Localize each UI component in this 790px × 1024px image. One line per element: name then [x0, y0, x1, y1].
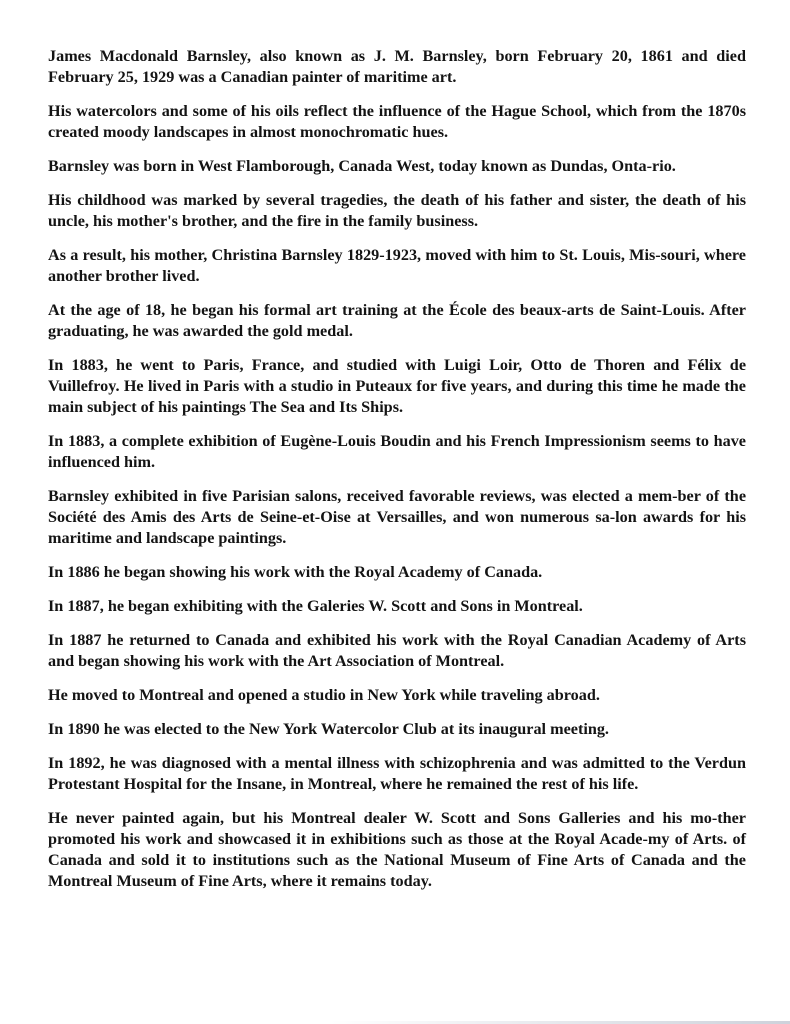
paragraph-boudin: In 1883, a complete exhibition of Eugène-Louis Boudin and his French Impressionism seems to have influenced him.	[48, 432, 746, 471]
paragraph-paris: In 1883, he went to Paris, France, and studied with Luigi Loir, Otto de Thoren and Félix de Vuillefroy. He lived in Paris with a studio in Puteaux for five years, and during this time he made the main subject of his paintings The Sea and Its Ships.	[48, 356, 746, 416]
paragraph-legacy: He never painted again, but his Montreal dealer W. Scott and Sons Galleries and his mo-ther promoted his work and showcased it in exhibitions such as those at the Royal Acade-my of Arts. of Canada and sold it to institutions such as the National Museum of Fine Arts of Canada and the Montreal Museum of Fine Arts, where it remains today.	[48, 809, 746, 890]
paragraph-galeries-scott: In 1887, he began exhibiting with the Galeries W. Scott and Sons in Montreal.	[48, 597, 583, 615]
paragraph-birthplace: Barnsley was born in West Flamborough, Canada West, today known as Dundas, Onta-rio.	[48, 157, 676, 175]
paragraph-hague-school: His watercolors and some of his oils reflect the influence of the Hague School, which from the 1870s created moody landscapes in almost monochromatic hues.	[48, 102, 746, 141]
paragraph-art-training: At the age of 18, he began his formal art training at the École des beaux-arts de Saint-Louis. After graduating, he was awarded the gold medal.	[48, 301, 746, 340]
paragraph-salons: Barnsley exhibited in five Parisian salons, received favorable reviews, was elected a mem-ber of the Société des Amis des Arts de Seine-et-Oise at Versailles, and won numerous sa-lon awards for his maritime and landscape paintings.	[48, 487, 746, 547]
paragraph-illness: In 1892, he was diagnosed with a mental illness with schizophrenia and was admitted to the Verdun Protestant Hospital for the Insane, in Montreal, where he remained the rest of his life.	[48, 754, 746, 793]
paragraph-intro: James Macdonald Barnsley, also known as J. M. Barnsley, born February 20, 1861 and died February 25, 1929 was a Canadian painter of maritime art.	[48, 47, 746, 86]
paragraph-montreal-studio: He moved to Montreal and opened a studio in New York while traveling abroad.	[48, 686, 600, 704]
paragraph-watercolor-club: In 1890 he was elected to the New York Watercolor Club at its inaugural meeting.	[48, 720, 609, 738]
paragraph-return-canada: In 1887 he returned to Canada and exhibited his work with the Royal Canadian Academy of Arts and began showing his work with the Art Association of Montreal.	[48, 631, 746, 670]
paragraph-move-st-louis: As a result, his mother, Christina Barnsley 1829-1923, moved with him to St. Louis, Mis-souri, where another brother lived.	[48, 246, 746, 285]
paragraph-childhood: His childhood was marked by several tragedies, the death of his father and sister, the death of his uncle, his mother's brother, and the fire in the family business.	[48, 191, 746, 230]
paragraph-royal-academy: In 1886 he began showing his work with the Royal Academy of Canada.	[48, 563, 543, 581]
document-page	[48, 46, 746, 892]
